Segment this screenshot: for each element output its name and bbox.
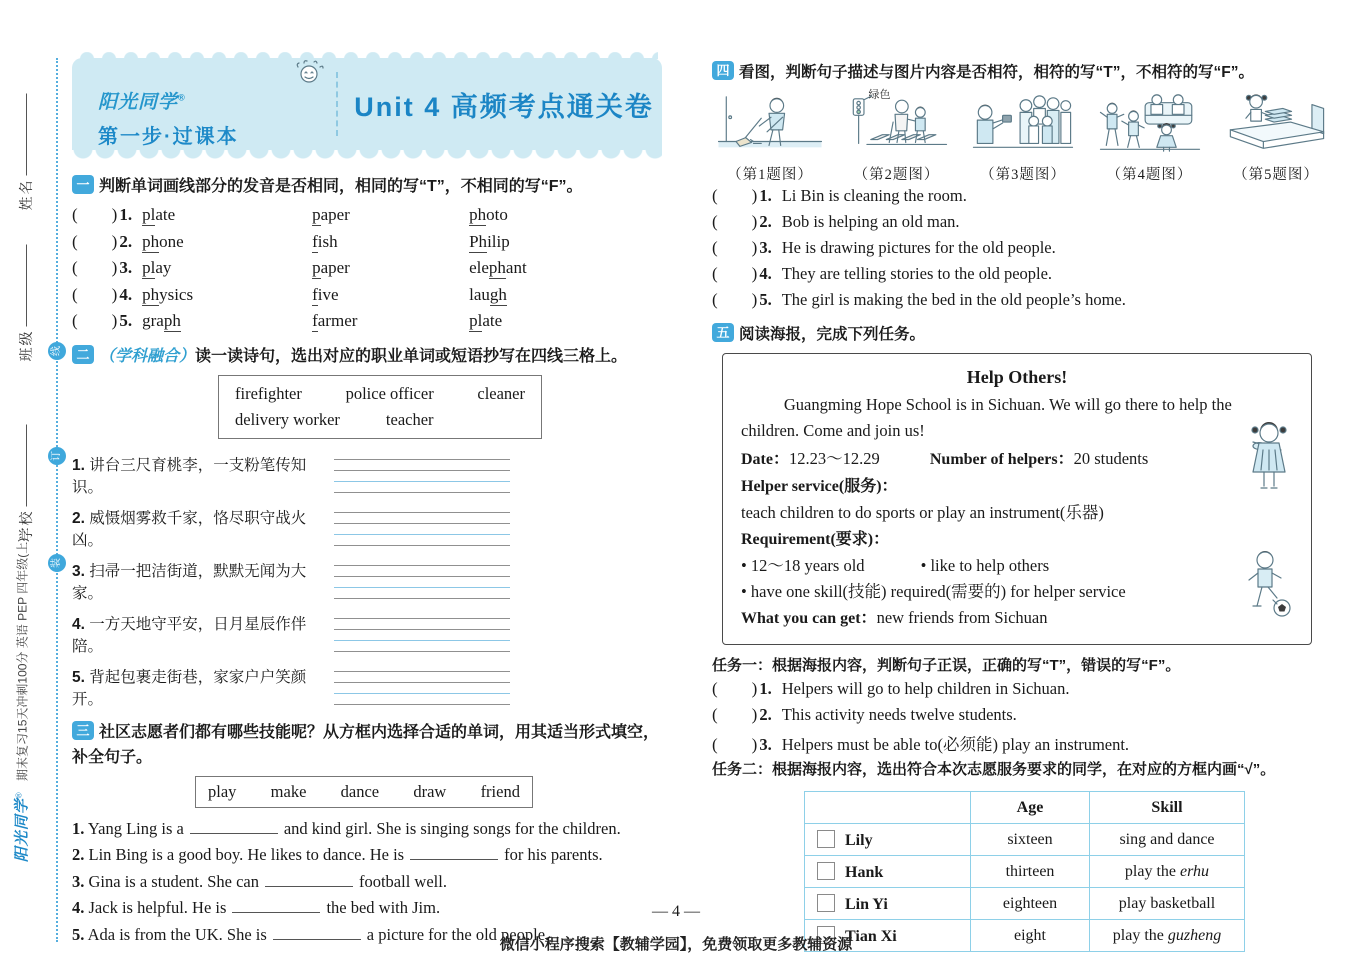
candidate-name: Tian Xi [845,927,897,945]
header-empty [805,792,971,824]
word-underlined: pl [142,205,156,224]
paren-close: ) [751,705,758,724]
poem-text [72,453,334,497]
word-underlined: p [312,258,321,277]
item-number: 3. [72,871,85,891]
name-blank-line [26,94,27,176]
section4-title [712,60,1334,85]
task2-title: 任务二：根据海报内容，选出符合本次志愿服务要求的同学，在对应的方框内画“√”。 [712,761,1276,778]
footer-promo: 微信小程序搜索【教辅学园】，免费领取更多教辅资源 [499,936,853,953]
word-underlined: ph [488,258,506,277]
candidate-checkbox[interactable] [817,830,835,848]
class-label-text: 班级 [18,329,34,362]
bank-word: cleaner [477,383,525,403]
word-1 [142,258,312,278]
header-age: Age [971,792,1090,824]
cleaning-room-illustration [712,91,828,159]
paren-open: ( [712,705,718,724]
subject-fusion-tag: （学科融合） [99,347,196,365]
word-1 [142,205,312,225]
s4-item-4 [712,264,1334,290]
brand-logo [98,59,328,114]
requirement-item [741,553,865,579]
statement-text: This activity needs twelve students. [781,705,1017,724]
poem-line: 讲台三尺育桃李，一支粉笔传知识。 [72,457,307,496]
s4-item-1 [712,186,1334,212]
helpers-label: Number of helpers： [929,451,1074,468]
name-field-label [16,94,36,211]
requirement-item [921,553,1050,579]
skill-text: sing and dance [1119,830,1215,848]
s4-item-3 [712,238,1334,264]
paren-close: ) [751,238,758,257]
poem-item-3 [72,555,512,608]
word-post: ant [505,258,527,277]
word-bank-row1 [235,381,525,407]
bank-word: draw [413,781,447,801]
paren-open: ( [72,284,78,304]
verb-word-bank [195,776,533,808]
word-underlined: ph [142,284,160,304]
candidate-cell [805,856,971,888]
paren-open: ( [72,205,78,224]
item-number: 1. [119,205,133,224]
left-column [72,58,662,948]
paren-close: ) [751,186,758,205]
section5-title-text: 阅读海报，完成下列任务。 [739,326,926,343]
skill-italic: guzheng [1167,926,1222,944]
four-line-writing-grid [334,510,510,546]
word-underlined: p [312,205,321,224]
word-post: aper [320,205,350,224]
poem-text [72,559,334,603]
skill-text: play the [1124,862,1181,880]
item-number: 1. [72,818,85,838]
requirement-item [741,579,1293,605]
statement-text: The girl is making the bed in the old people’s home. [781,290,1126,309]
word-underlined: pl [469,311,483,330]
paren-close: ) [111,258,118,277]
task1-title: 任务一：根据海报内容，判断句子正误，正确的写“T”，错误的写“F”。 [712,657,1181,674]
poem-text [72,612,334,656]
section4-title-text: 看图，判断句子描述与图片内容是否相符，相符的写“T”，不相符的写“F”。 [739,64,1254,81]
bank-word: friend [480,781,520,801]
word-1 [142,232,312,252]
poem-line: 扫帚一把洁街道，默默无闻为大家。 [72,563,307,602]
poem-text [72,665,334,709]
sentence-post: and kind girl. She is singing songs for the children. [283,818,621,838]
section1-title [72,174,662,199]
s1-row-2 [72,232,662,259]
word-underlined: gh [489,284,507,304]
header-banner [72,58,662,150]
binding-badge-zhuang: 装 [48,554,66,572]
binding-dotted-line [56,58,58,942]
item-number: 4. [119,284,133,304]
header-skill: Skill [1090,792,1245,824]
bank-word: teacher [385,409,434,429]
occupation-word-bank [218,375,542,439]
help-others-poster [722,353,1312,645]
school-blank-line [26,425,27,507]
word-2 [312,258,469,278]
word-post: one [159,231,184,251]
get-value: new friends from Sichuan [876,608,1048,627]
word-post: aper [320,258,350,277]
word-3 [469,258,527,278]
paren-open: ( [712,264,718,283]
word-post: ay [155,258,172,277]
item-number: 5. [72,669,85,686]
s1-row-1 [72,205,662,232]
item-number: 2. [72,845,85,864]
four-line-writing-grid [334,669,510,705]
word-post: ive [317,284,339,304]
item-number: 2. [119,231,133,251]
class-blank-line [26,245,27,327]
req-text: like to help others [930,556,1050,575]
figure-4 [1092,91,1208,184]
service-text: teach children to do sports or play an instrument(乐器) [741,503,1104,522]
bank-word: police officer [345,383,434,403]
word-underlined: ph [142,231,160,251]
req-text: 12～18 years old [750,556,865,575]
sentence-pre: Jack is helpful. He is [88,898,227,917]
word-post: ysics [159,284,194,304]
word-2 [312,205,469,225]
fill-blank [190,820,278,834]
candidate-age: thirteen [971,856,1090,888]
candidate-skill [1090,856,1245,888]
statement-text: They are telling stories to the old people. [781,264,1053,283]
candidate-name: Lin Yi [845,895,888,913]
figure-caption: （第3题图） [980,167,1066,183]
paren-close: ) [111,284,118,304]
skill-italic: erhu [1180,862,1210,880]
s3-sentence-3 [72,869,662,896]
candidate-age: sixteen [971,824,1090,856]
bank-word: firefighter [235,383,302,403]
sun-logo-icon [292,59,326,87]
task1-item-3 [712,731,1334,757]
word-underlined: pl [142,258,156,277]
task1-item-1 [712,679,1334,705]
word-bank-row2 [235,407,525,433]
bullet-icon: • [741,556,747,575]
word-underlined: f [312,311,318,330]
paren-close: ) [111,311,118,330]
word-pre: lau [469,284,490,304]
logo-registered: ® [178,92,186,103]
candidate-table [804,791,1245,952]
paren-open: ( [712,186,718,205]
banner-divider [336,72,338,136]
s3-sentence-2 [72,842,662,869]
item-number: 3. [119,258,133,277]
sentence-post: the bed with Jim. [326,898,441,917]
paren-open: ( [72,258,78,277]
req-text: have one skill(技能) required(需要的) for helper service [750,582,1126,601]
candidate-name: Hank [845,863,884,881]
school-field-label [16,425,36,542]
bank-word: play [208,781,237,801]
statement-text: Li Bin is cleaning the room. [781,186,967,205]
item-number: 4. [72,616,85,633]
word-2 [312,285,469,305]
poem-line: 威慑烟雾救千家，恪尽职守战火凶。 [72,510,307,549]
figure-caption: （第5题图） [1233,167,1319,183]
word-underlined: ph [163,311,181,330]
four-line-writing-grid [334,457,510,493]
four-line-writing-grid [334,616,510,652]
green-light-label: 绿色 [868,89,891,101]
sentence-pre: Gina is a student. She can [88,871,259,891]
paren-open: ( [712,238,718,257]
word-post: ate [155,205,176,224]
section5-badge: 五 [712,323,734,342]
item-number: 1. [759,186,772,205]
fill-blank [410,846,498,860]
section3-title [72,720,662,770]
right-column [712,58,1334,952]
figure-1 [712,91,828,184]
poster-body: Guangming Hope School is in Sichuan. We will go there to help the children. Come and join us! [741,395,1232,440]
figure-caption: （第1题图） [727,167,813,183]
table-row [805,856,1245,888]
item-number: 5. [72,924,85,944]
paren-open: ( [712,735,718,754]
sentence-post: for his parents. [504,845,603,864]
word-underlined: f [312,231,318,251]
figure-2 [839,91,955,184]
poster-get-line [741,605,1293,632]
word-underlined: f [312,284,318,304]
section5-title [712,322,1334,347]
paren-open: ( [712,290,718,309]
step-label: 第一步·过课本 [98,126,239,148]
paren-close: ) [111,205,118,224]
figure-5 [1218,91,1334,184]
section4-badge: 四 [712,61,734,80]
item-number: 1. [72,457,85,474]
word-post: ate [482,311,503,330]
skill-text: play the [1112,926,1168,944]
word-3 [469,232,510,252]
s1-row-3 [72,258,662,285]
candidate-name: Lily [845,831,873,849]
class-field-label [16,245,36,362]
section2-title-text: 读一读诗句，选出对应的职业单词或短语抄写在四线三格上。 [195,347,628,365]
date-label: Date： [741,451,789,468]
poem-line: 一方天地守平安，日月星辰作伴陪。 [72,616,307,655]
bank-word: dance [340,781,380,801]
section2-badge: 二 [72,345,94,364]
item-number: 2. [72,510,85,527]
paren-close: ) [111,231,118,251]
sentence-post: a picture for the old people. [366,924,550,944]
side-brand [11,538,32,862]
word-underlined: Ph [469,231,488,251]
making-bed-illustration [1218,91,1334,159]
item-number: 4. [72,898,85,917]
paren-close: ) [751,264,758,283]
helping-cross-street-illustration [839,91,955,159]
school-label-text: 学校 [18,509,34,542]
item-number: 3. [72,563,85,580]
performing-for-elderly-illustration [1092,91,1208,159]
statement-text: Bob is helping an old man. [781,212,960,231]
bullet-icon: • [741,582,747,601]
poem-item-2 [72,502,512,555]
item-number: 3. [759,238,772,257]
word-3 [469,205,508,225]
item-number: 1. [759,679,772,698]
s3-sentence-1 [72,816,662,843]
section3-badge: 三 [72,721,94,740]
banner-left [72,59,328,149]
item-number: 2. [759,705,772,724]
paren-open: ( [72,311,78,330]
four-line-writing-grid [334,563,510,599]
s4-item-2 [712,212,1334,238]
item-number: 4. [759,264,772,283]
task1-item-2 [712,705,1334,731]
violin-girl-illustration [1245,420,1297,512]
get-label: What you can get： [741,610,877,627]
statement-text: Helpers must be able to(必须能) play an instrument. [781,735,1130,754]
section2-title [72,344,662,369]
candidate-age: eighteen [971,888,1090,920]
binding-badge-xian: 线 [48,342,66,360]
paren-open: ( [712,679,718,698]
poem-text [72,506,334,550]
binding-badge-ding: 订 [48,447,66,465]
registered-mark: ® [14,792,24,799]
bank-word: make [270,781,307,801]
word-2 [312,232,469,252]
statement-text: He is drawing pictures for the old people. [781,238,1056,257]
fill-blank [265,873,353,887]
word-post: ish [317,231,338,251]
paren-close: ) [751,212,758,231]
requirement-label: Requirement(要求)： [741,531,890,548]
brand-series-text: 期末复习15天冲刺100分 英语 PEP 四年级(上) [15,537,30,781]
brand-logo-text: 阳光同学 [13,798,31,863]
requirement-bullets-1 [741,553,1293,579]
word-post: ilip [487,231,510,251]
word-underlined: ph [469,205,487,224]
name-label-text: 姓名 [18,178,34,211]
candidate-age: eight [971,920,1090,952]
poster-title: Help Others! [966,367,1068,387]
word-1 [142,311,312,331]
logo-text: 阳光同学 [98,92,179,113]
candidate-skill [1090,824,1245,856]
poem-line: 背起包裹走街巷，家家户户笑颜开。 [72,669,307,708]
item-number: 5. [759,290,772,309]
section1-badge: 一 [72,175,94,194]
statement-text: Helpers will go to help children in Sichuan. [781,679,1070,698]
s4-item-5 [712,290,1334,316]
poem-item-4 [72,608,512,661]
word-pre: ele [469,258,489,277]
word-3 [469,311,502,331]
word-post: armer [317,311,358,330]
bullet-icon: • [920,556,927,575]
service-label: Helper service(服务)： [741,478,898,495]
figure-caption: （第4题图） [1106,167,1193,183]
page-title: Unit 4 高频考点通关卷 [354,91,654,122]
item-number: 2. [759,212,772,231]
table-row [805,824,1245,856]
paren-close: ) [751,679,758,698]
table-header-row [805,792,1245,824]
word-pre: gra [142,311,164,330]
sentence-pre: Lin Bing is a good boy. He likes to dance. He is [88,845,405,864]
paren-close: ) [751,735,758,754]
poem-item-5 [72,661,512,714]
poem-item-1 [72,449,512,502]
sentence-pre: Ada is from the UK. She is [87,924,267,944]
word-2 [312,311,469,331]
word-3 [469,285,507,305]
bank-word: delivery worker [235,409,340,429]
paren-open: ( [712,212,718,231]
figure-caption: （第2题图） [853,167,940,183]
section1-title-text: 判断单词画线部分的发音是否相同，相同的写“T”，不相同的写“F”。 [99,178,583,195]
word-post: oto [486,205,508,224]
candidate-cell [805,824,971,856]
item-number: 5. [119,311,133,330]
sentence-pre: Yang Ling is a [87,818,184,838]
helpers-value: 20 students [1073,449,1149,468]
taking-photo-illustration [965,91,1081,159]
paren-open: ( [72,231,78,251]
page-number: — 4 — [652,903,700,920]
figure-3 [965,91,1081,184]
soccer-boy-illustration [1239,548,1295,632]
item-number: 3. [759,735,772,754]
paren-close: ) [751,290,758,309]
candidate-checkbox[interactable] [817,862,835,880]
date-value: 12.23～12.29 [789,449,880,468]
word-1 [142,285,312,305]
sentence-post: football well. [358,871,447,891]
skill-text: play basketball [1118,894,1216,912]
question-figures [712,91,1334,184]
section3-title-text: 社区志愿者们都有哪些技能呢？从方框内选择合适的单词，用其适当形式填空，补全句子。 [72,723,660,766]
s1-row-4 [72,285,662,312]
s1-row-5 [72,311,662,338]
poster-date-line [741,446,1293,473]
